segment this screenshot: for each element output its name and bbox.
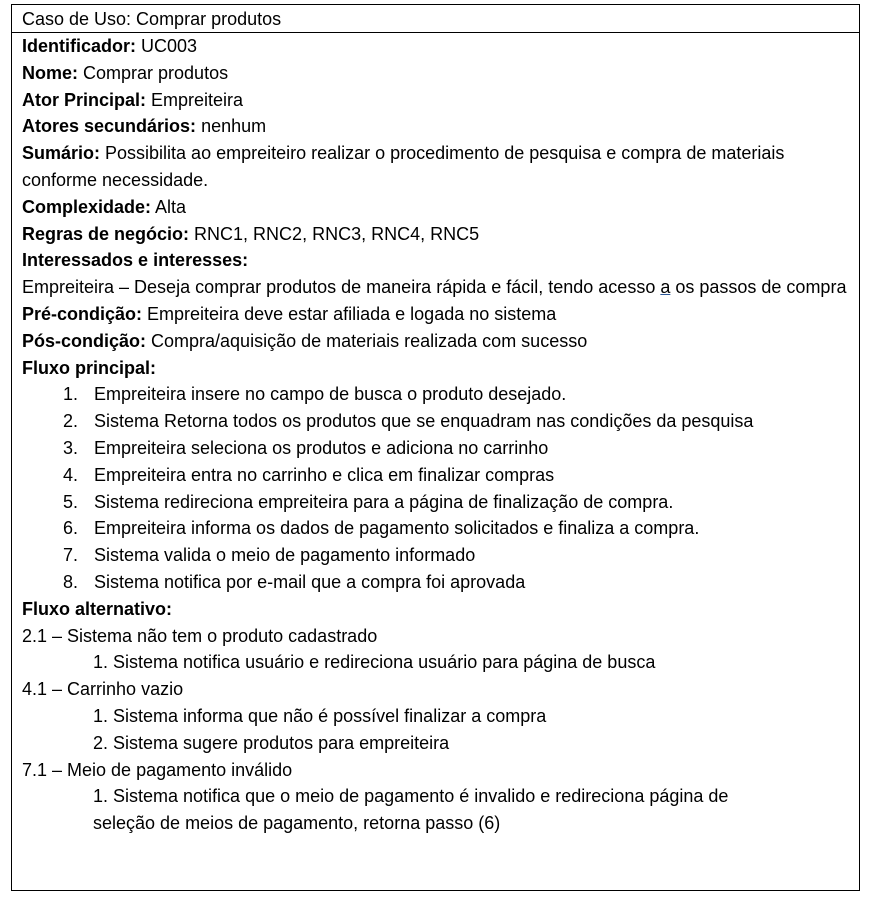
- step-text: Sistema Retorna todos os produtos que se enquadram nas condições da pesquisa: [94, 411, 754, 432]
- regras-value: RNC1, RNC2, RNC3, RNC4, RNC5: [189, 223, 480, 244]
- step-text: Sistema redireciona empreiteira para a página de finalização de compra.: [94, 491, 674, 512]
- nome-label: Nome:: [22, 62, 79, 83]
- fluxo-principal-list: [22, 381, 849, 595]
- alt-flow-step: 2. Sistema sugere produtos para empreiteira: [93, 732, 450, 753]
- sumario-label: Sumário:: [22, 143, 101, 164]
- alt-flow-step: 1. Sistema notifica usuário e redireciona usuário para página de busca: [93, 652, 656, 673]
- step-number: 4.: [62, 464, 78, 485]
- field-ator-principal: [22, 87, 849, 114]
- step-text: Sistema valida o meio de pagamento informado: [94, 545, 476, 566]
- fluxo-alternativo-label: Fluxo alternativo:: [22, 598, 173, 619]
- field-complexidade: [22, 194, 849, 221]
- fluxo-alternativo-heading: [22, 596, 849, 623]
- interessados-text: [22, 274, 849, 301]
- field-nome: [22, 60, 849, 87]
- interessados-label: Interessados e interesses:: [22, 250, 249, 271]
- field-interessados: [22, 247, 849, 274]
- atores-sec-value: nenhum: [196, 116, 267, 137]
- step-text: Empreiteira seleciona os produtos e adiciona no carrinho: [94, 437, 549, 458]
- identificador-value: UC003: [136, 36, 198, 56]
- main-step: [22, 569, 849, 596]
- interessados-text-underlined: a: [660, 277, 671, 298]
- complexidade-value: Alta: [151, 196, 187, 217]
- step-text: Sistema notifica por e-mail que a compra foi aprovada: [94, 571, 526, 592]
- main-step: [22, 489, 849, 516]
- field-pos-condicao: [22, 328, 849, 355]
- step-text: Empreiteira entra no carrinho e clica em finalizar compras: [94, 464, 555, 485]
- step-number: 5.: [62, 491, 78, 512]
- field-identificador: [22, 33, 849, 60]
- fluxo-principal-heading: [22, 355, 849, 382]
- field-atores-secundarios: [22, 113, 849, 140]
- field-regras: [22, 221, 849, 248]
- pos-label: Pós-condição:: [22, 330, 147, 351]
- interessados-text-a: Empreiteira – Deseja comprar produtos de maneira rápida e fácil, tendo acesso: [22, 277, 661, 298]
- step-number: 1.: [62, 384, 78, 405]
- step-text: Empreiteira informa os dados de pagamento solicitados e finaliza a compra.: [94, 518, 700, 539]
- pos-value: Compra/aquisição de materiais realizada com sucesso: [146, 330, 588, 351]
- main-step: [22, 381, 849, 408]
- identificador-label: Identificador:: [22, 36, 137, 56]
- step-text: Empreiteira insere no campo de busca o produto desejado.: [94, 384, 567, 405]
- alt-flow-step: 1. Sistema informa que não é possível finalizar a compra: [93, 705, 547, 726]
- use-case-title: Caso de Uso: Comprar produtos: [22, 9, 282, 29]
- ator-value: Empreiteira: [146, 89, 244, 110]
- main-step: [22, 462, 849, 489]
- sumario-value: Possibilita ao empreiteiro realizar o procedimento de pesquisa e compra de materiais conforme necessidade.: [22, 143, 785, 190]
- alt-flow-step-continued: seleção de meios de pagamento, retorna passo (6): [93, 813, 501, 834]
- interessados-text-b: os passos de compra: [670, 277, 847, 298]
- table-body: [12, 33, 859, 837]
- pre-label: Pré-condição:: [22, 303, 143, 324]
- alt-flow-title: 7.1 – Meio de pagamento inválido: [22, 759, 293, 780]
- nome-value: Comprar produtos: [78, 62, 229, 83]
- field-sumario: [22, 140, 849, 194]
- main-step: [22, 515, 849, 542]
- alt-flow-title: 4.1 – Carrinho vazio: [22, 679, 184, 700]
- step-number: 6.: [62, 518, 78, 539]
- step-number: 2.: [62, 411, 78, 432]
- step-number: 7.: [62, 545, 78, 566]
- main-step: [22, 435, 849, 462]
- table-header: [12, 5, 859, 33]
- step-number: 8.: [62, 571, 78, 592]
- step-number: 3.: [62, 437, 78, 458]
- main-step: [22, 542, 849, 569]
- ator-label: Ator Principal:: [22, 89, 147, 110]
- regras-label: Regras de negócio:: [22, 223, 190, 244]
- field-pre-condicao: [22, 301, 849, 328]
- fluxo-principal-label: Fluxo principal:: [22, 357, 157, 378]
- alt-flow-title: 2.1 – Sistema não tem o produto cadastrado: [22, 625, 378, 646]
- main-step: [22, 408, 849, 435]
- pre-value: Empreiteira deve estar afiliada e logada no sistema: [142, 303, 557, 324]
- use-case-table: [11, 4, 860, 891]
- alt-flow-step: 1. Sistema notifica que o meio de pagamento é invalido e redireciona página de: [93, 786, 729, 807]
- atores-sec-label: Atores secundários:: [22, 116, 197, 137]
- complexidade-label: Complexidade:: [22, 196, 152, 217]
